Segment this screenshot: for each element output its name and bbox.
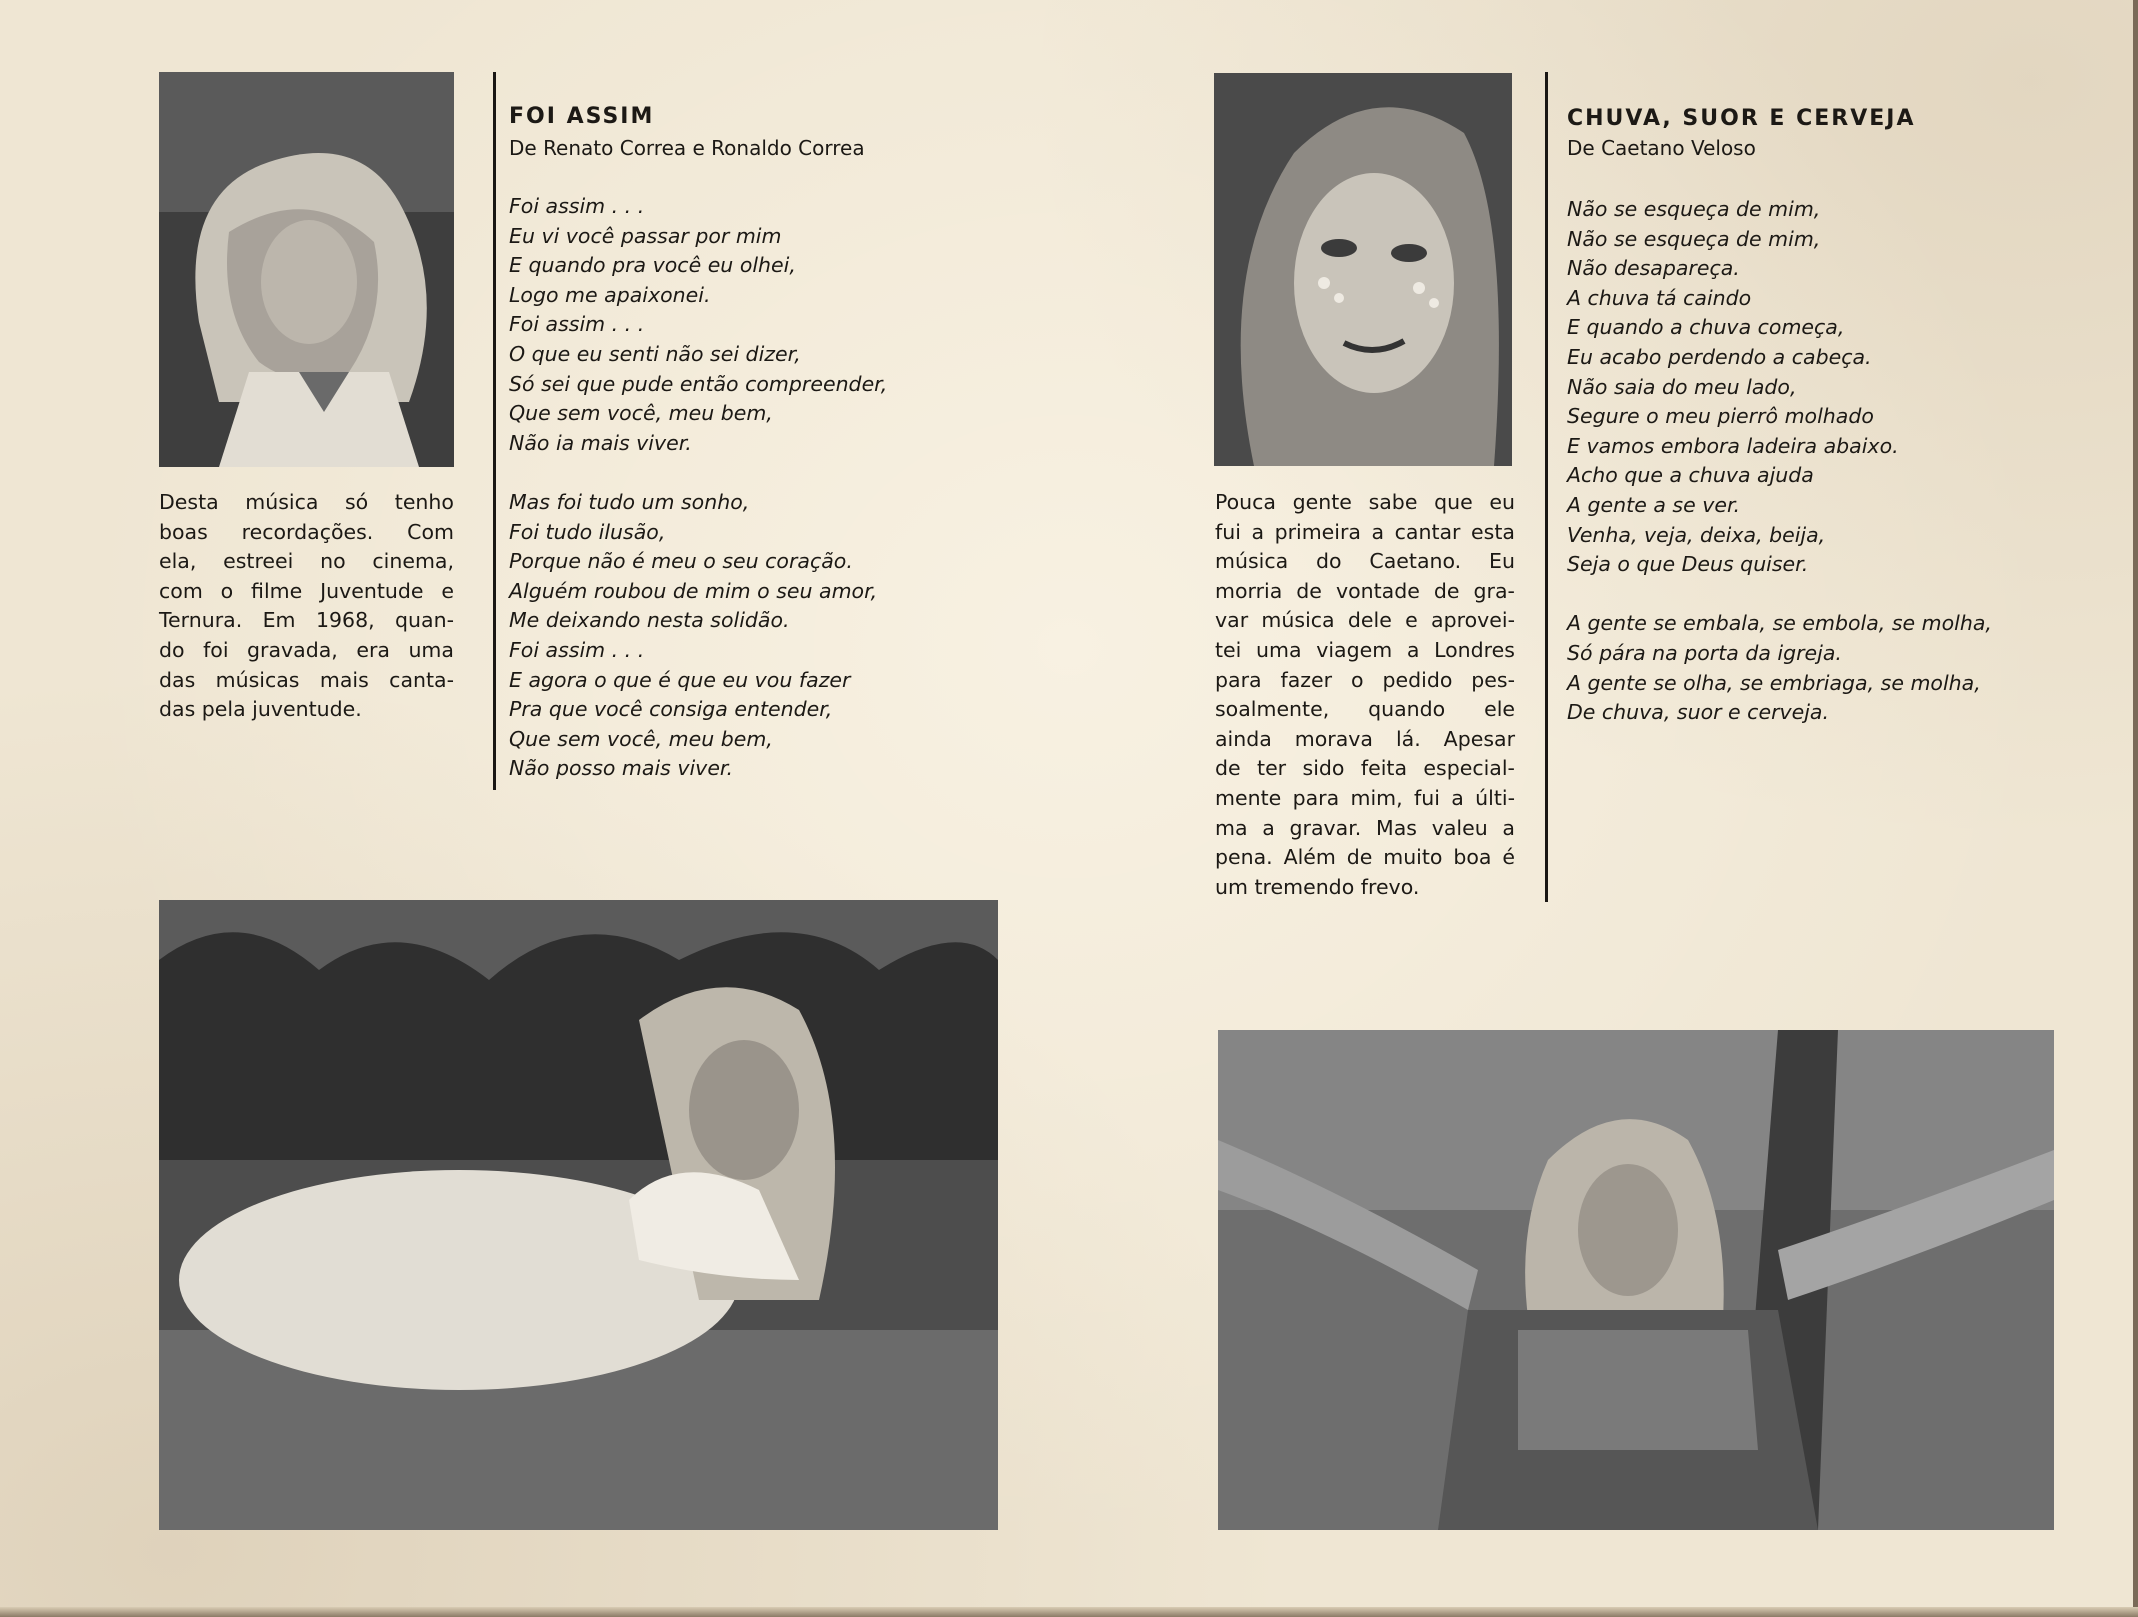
lyric-line: E vamos embora ladeira abaixo. bbox=[1567, 433, 1899, 458]
lyric-line: Seja o que Deus quiser. bbox=[1567, 552, 1809, 577]
lyric-line: Só pára na porta da igreja. bbox=[1567, 640, 1842, 665]
lyric-line: A gente a se ver. bbox=[1567, 492, 1741, 517]
lyric-line: Porque não é meu o seu coração. bbox=[509, 549, 853, 574]
reclining-photo-bottom-left bbox=[159, 900, 998, 1530]
lyric-line: Foi assim . . . bbox=[509, 312, 645, 337]
singer-comment-foi-assim bbox=[159, 488, 454, 725]
lyric-line: A chuva tá caindo bbox=[1567, 285, 1752, 310]
lyric-line: Não posso mais viver. bbox=[509, 756, 733, 781]
lyric-line: Pra que você consiga entender, bbox=[509, 697, 833, 722]
comment-line: ainda morava lá. Apesar bbox=[1215, 726, 1515, 751]
song-credit-chuva-suor-e-cerveja: De Caetano Veloso bbox=[1567, 136, 1756, 160]
stanza-break bbox=[1567, 580, 1992, 610]
comment-line: do foi gravada, era uma bbox=[159, 637, 454, 662]
song-title-chuva-suor-e-cerveja: CHUVA, SUOR E CERVEJA bbox=[1567, 106, 1916, 131]
lyric-line: Mas foi tudo um sonho, bbox=[509, 489, 750, 514]
comment-line: com o filme Juventude e bbox=[159, 578, 454, 603]
comment-line: var música dele e aprovei- bbox=[1215, 608, 1515, 633]
lyric-line: Me deixando nesta solidão. bbox=[509, 608, 790, 633]
column-rule-left bbox=[493, 72, 496, 790]
lyric-line: Só sei que pude então compreender, bbox=[509, 371, 888, 396]
lyric-line: Não se esqueça de mim, bbox=[1567, 226, 1821, 251]
comment-line: das músicas mais canta- bbox=[159, 667, 454, 692]
lyric-line: Acho que a chuva ajuda bbox=[1567, 463, 1814, 488]
lyric-line: Eu vi você passar por mim bbox=[509, 223, 782, 248]
lyric-line: Foi assim . . . bbox=[509, 637, 645, 662]
lyric-line: De chuva, suor e cerveja. bbox=[1567, 700, 1830, 725]
lyric-line: E quando a chuva começa, bbox=[1567, 315, 1845, 340]
lyric-line: Não saia do meu lado, bbox=[1567, 374, 1797, 399]
comment-line: tei uma viagem a Londres bbox=[1215, 637, 1515, 662]
lyric-line: Não desapareça. bbox=[1567, 256, 1740, 281]
comment-line: música do Caetano. Eu bbox=[1215, 549, 1515, 574]
singer-comment-chuva-suor-e-cerveja bbox=[1215, 488, 1515, 902]
lyric-line: A gente se olha, se embriaga, se molha, bbox=[1567, 670, 1981, 695]
comment-line: Pouca gente sabe que eu bbox=[1215, 490, 1515, 514]
song-title-foi-assim: FOI ASSIM bbox=[509, 104, 655, 129]
comment-line: para fazer o pedido pes- bbox=[1215, 667, 1515, 692]
song-lyrics-foi-assim bbox=[509, 192, 887, 784]
page-bottom-edge bbox=[0, 1607, 2138, 1617]
portrait-photo-top-right bbox=[1214, 73, 1512, 466]
comment-line: soalmente, quando ele bbox=[1215, 697, 1515, 722]
lyric-line: Não se esqueça de mim, bbox=[1567, 197, 1821, 221]
comment-line: ma a gravar. Mas valeu a bbox=[1215, 815, 1515, 840]
comment-line: pena. Além de muito boa é bbox=[1215, 845, 1515, 870]
lyric-line: A gente se embala, se embola, se molha, bbox=[1567, 611, 1992, 636]
lyric-line: E agora o que é que eu vou fazer bbox=[509, 667, 851, 692]
comment-line: morria de vontade de gra- bbox=[1215, 578, 1515, 603]
comment-line: das pela juventude. bbox=[159, 697, 362, 722]
lyric-line: O que eu senti não sei dizer, bbox=[509, 341, 801, 366]
song-lyrics-chuva-suor-e-cerveja bbox=[1567, 195, 1992, 728]
stanza-break bbox=[509, 458, 887, 488]
lyric-line: Segure o meu pierrô molhado bbox=[1567, 404, 1874, 429]
comment-line: Desta música só tenho bbox=[159, 490, 454, 514]
comment-line: um tremendo frevo. bbox=[1215, 874, 1420, 899]
comment-line: mente para mim, fui a últi- bbox=[1215, 785, 1515, 810]
lyric-line: Eu acabo perdendo a cabeça. bbox=[1567, 344, 1872, 369]
lyric-line: Que sem você, meu bem, bbox=[509, 401, 773, 426]
song-credit-foi-assim: De Renato Correa e Ronaldo Correa bbox=[509, 136, 865, 160]
tree-photo-bottom-right bbox=[1218, 1030, 2054, 1530]
comment-line: de ter sido feita especial- bbox=[1215, 756, 1515, 781]
lyric-line: Venha, veja, deixa, beija, bbox=[1567, 522, 1826, 547]
lyric-line: Alguém roubou de mim o seu amor, bbox=[509, 578, 878, 603]
lyric-line: Foi assim . . . bbox=[509, 194, 645, 218]
comment-line: fui a primeira a cantar esta bbox=[1215, 519, 1515, 544]
comment-line: boas recordações. Com bbox=[159, 519, 454, 544]
page-edge bbox=[2133, 0, 2138, 1617]
lyric-line: Que sem você, meu bem, bbox=[509, 726, 773, 751]
comment-line: ela, estreei no cinema, bbox=[159, 549, 454, 574]
lyric-line: Logo me apaixonei. bbox=[509, 282, 711, 307]
lyric-line: Foi tudo ilusão, bbox=[509, 519, 666, 544]
lyric-line: Não ia mais viver. bbox=[509, 430, 692, 455]
comment-line: Ternura. Em 1968, quan- bbox=[159, 608, 454, 633]
column-rule-right bbox=[1545, 72, 1548, 902]
portrait-photo-top-left bbox=[159, 72, 454, 467]
lyric-line: E quando pra você eu olhei, bbox=[509, 253, 796, 278]
